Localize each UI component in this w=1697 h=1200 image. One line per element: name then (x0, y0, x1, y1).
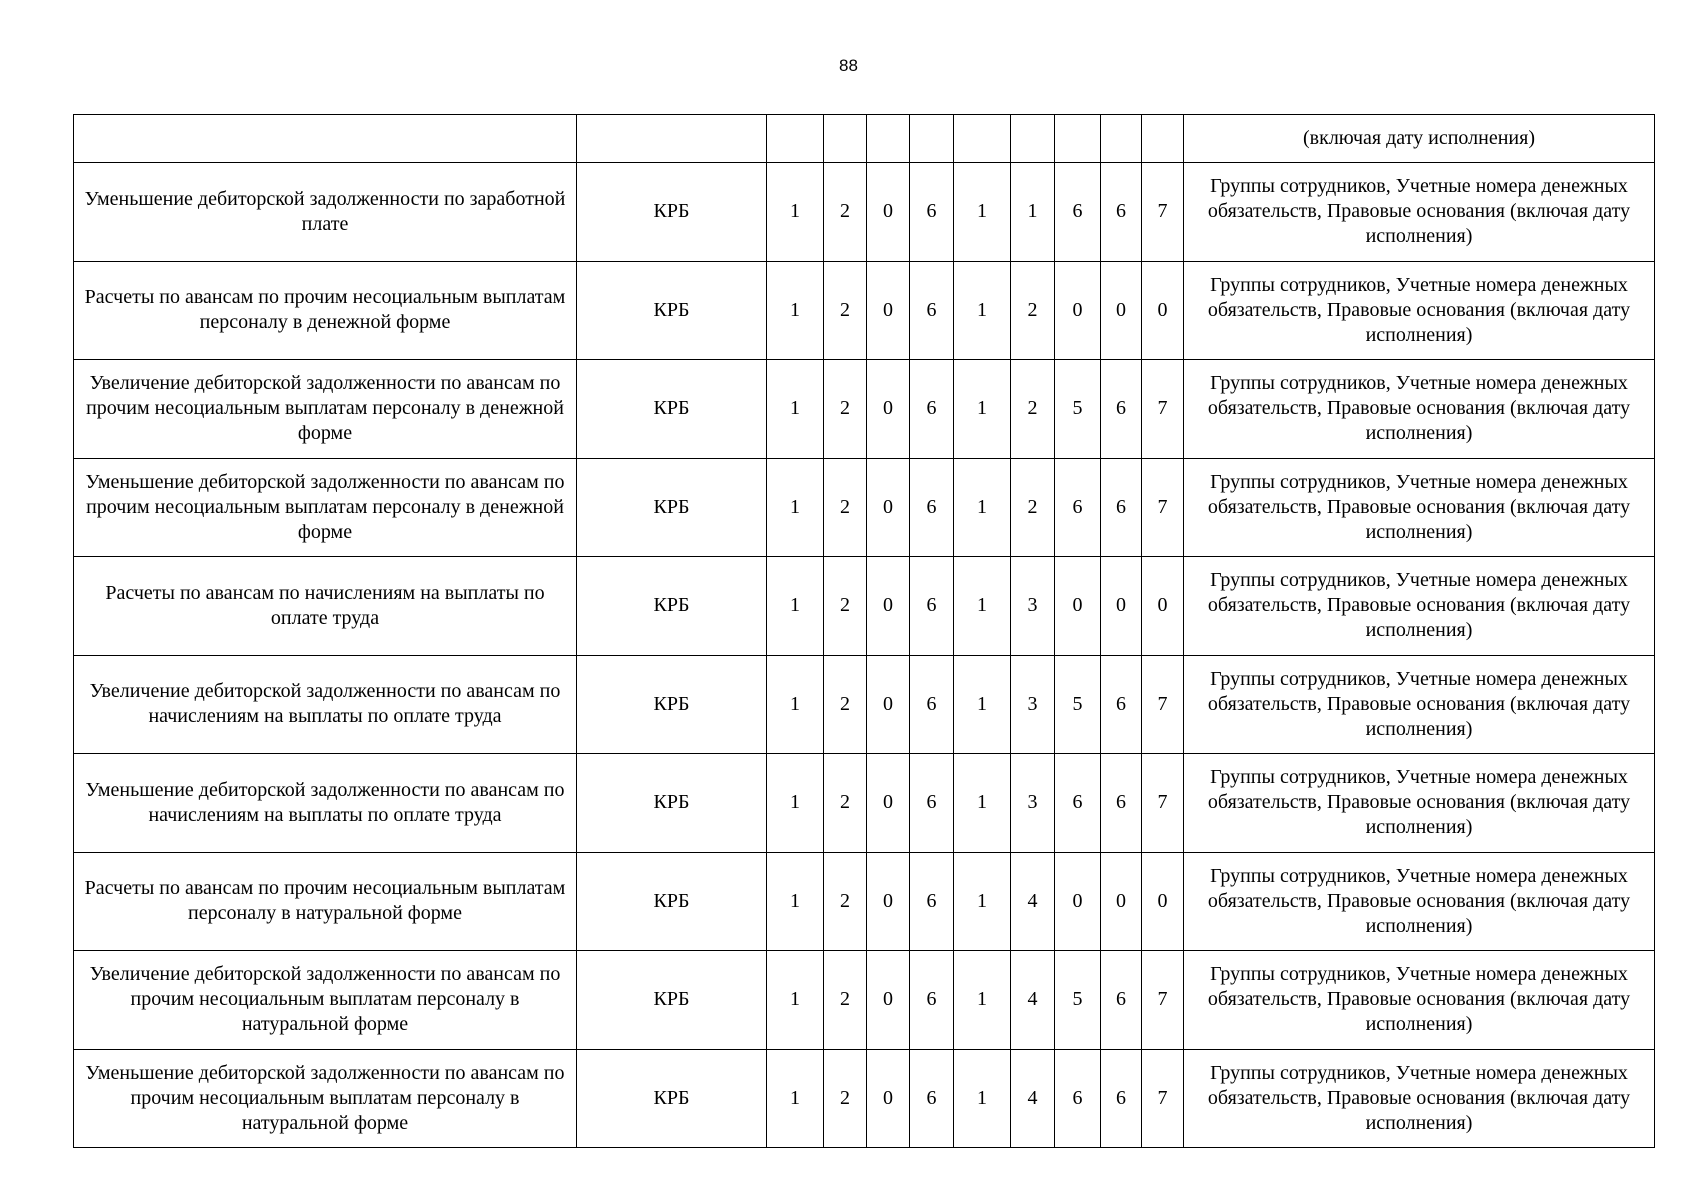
analytics-cell: Группы сотрудников, Учетные номера денежных обязательств, Правовые основания (включая дату исполнения) (1184, 951, 1655, 1050)
table-row (74, 852, 1655, 951)
digit-cell: 0 (867, 360, 910, 459)
digit-cell: 7 (1142, 1049, 1184, 1148)
digit-cell (1101, 115, 1142, 163)
digit-cell: 3 (1011, 754, 1055, 853)
digit-cell: 4 (1011, 852, 1055, 951)
analytics-cell: Группы сотрудников, Учетные номера денежных обязательств, Правовые основания (включая дату исполнения) (1184, 163, 1655, 262)
digit-cell: 6 (1101, 360, 1142, 459)
digit-cell: 2 (1011, 360, 1055, 459)
code-cell: КРБ (577, 360, 767, 459)
digit-cell: 6 (1055, 458, 1101, 557)
digit-cell: 1 (767, 1049, 824, 1148)
digit-cell: 0 (867, 557, 910, 656)
account-name-cell: Уменьшение дебиторской задолженности по авансам по начислениям на выплаты по оплате труда (74, 754, 577, 853)
table-body (74, 115, 1655, 1148)
page-number: 88 (839, 56, 858, 75)
digit-cell: 1 (954, 458, 1011, 557)
code-cell: КРБ (577, 261, 767, 360)
digit-cell: 0 (867, 655, 910, 754)
digit-cell: 6 (1055, 163, 1101, 262)
account-name-cell: Увеличение дебиторской задолженности по авансам по начислениям на выплаты по оплате труда (74, 655, 577, 754)
table-row (74, 360, 1655, 459)
digit-cell: 6 (910, 1049, 954, 1148)
digit-cell: 0 (1101, 852, 1142, 951)
analytics-cell: Группы сотрудников, Учетные номера денежных обязательств, Правовые основания (включая дату исполнения) (1184, 557, 1655, 656)
accounts-table (73, 114, 1655, 1148)
digit-cell: 1 (954, 261, 1011, 360)
table-row (74, 458, 1655, 557)
account-name-cell: Увеличение дебиторской задолженности по авансам по прочим несоциальным выплатам персоналу в денежной форме (74, 360, 577, 459)
digit-cell: 0 (1055, 852, 1101, 951)
digit-cell: 2 (824, 754, 867, 853)
digit-cell (954, 115, 1011, 163)
digit-cell: 2 (824, 1049, 867, 1148)
digit-cell: 0 (867, 163, 910, 262)
digit-cell: 0 (867, 261, 910, 360)
code-cell: КРБ (577, 1049, 767, 1148)
digit-cell (867, 115, 910, 163)
digit-cell: 1 (954, 754, 1011, 853)
analytics-cell: Группы сотрудников, Учетные номера денежных обязательств, Правовые основания (включая дату исполнения) (1184, 754, 1655, 853)
digit-cell: 6 (910, 852, 954, 951)
digit-cell: 1 (1011, 163, 1055, 262)
digit-cell: 4 (1011, 951, 1055, 1050)
digit-cell: 3 (1011, 655, 1055, 754)
digit-cell: 5 (1055, 360, 1101, 459)
digit-cell: 5 (1055, 951, 1101, 1050)
digit-cell: 2 (1011, 261, 1055, 360)
code-cell: КРБ (577, 852, 767, 951)
digit-cell: 2 (824, 360, 867, 459)
code-cell: КРБ (577, 754, 767, 853)
analytics-cell: Группы сотрудников, Учетные номера денежных обязательств, Правовые основания (включая дату исполнения) (1184, 458, 1655, 557)
account-name-cell: Расчеты по авансам по прочим несоциальным выплатам персоналу в натуральной форме (74, 852, 577, 951)
digit-cell: 6 (910, 163, 954, 262)
table-row (74, 951, 1655, 1050)
digit-cell: 6 (910, 557, 954, 656)
analytics-cell: Группы сотрудников, Учетные номера денежных обязательств, Правовые основания (включая дату исполнения) (1184, 1049, 1655, 1148)
digit-cell: 0 (1055, 261, 1101, 360)
digit-cell: 6 (910, 261, 954, 360)
digit-cell: 6 (1101, 458, 1142, 557)
digit-cell: 0 (867, 458, 910, 557)
table-row (74, 261, 1655, 360)
digit-cell: 6 (1101, 1049, 1142, 1148)
account-name-cell: Расчеты по авансам по прочим несоциальным выплатам персоналу в денежной форме (74, 261, 577, 360)
digit-cell: 0 (1142, 557, 1184, 656)
digit-cell: 5 (1055, 655, 1101, 754)
digit-cell: 1 (767, 951, 824, 1050)
account-name-cell (74, 115, 577, 163)
digit-cell: 7 (1142, 754, 1184, 853)
digit-cell (1011, 115, 1055, 163)
digit-cell: 7 (1142, 458, 1184, 557)
digit-cell: 0 (1055, 557, 1101, 656)
analytics-cell: Группы сотрудников, Учетные номера денежных обязательств, Правовые основания (включая дату исполнения) (1184, 852, 1655, 951)
digit-cell: 6 (910, 360, 954, 459)
digit-cell: 1 (767, 655, 824, 754)
digit-cell (824, 115, 867, 163)
digit-cell: 6 (1055, 1049, 1101, 1148)
digit-cell: 2 (824, 951, 867, 1050)
analytics-cell: Группы сотрудников, Учетные номера денежных обязательств, Правовые основания (включая дату исполнения) (1184, 360, 1655, 459)
account-name-cell: Уменьшение дебиторской задолженности по заработной плате (74, 163, 577, 262)
digit-cell: 6 (910, 458, 954, 557)
digit-cell: 1 (954, 852, 1011, 951)
code-cell: КРБ (577, 655, 767, 754)
digit-cell: 1 (767, 852, 824, 951)
table-row (74, 163, 1655, 262)
digit-cell: 0 (867, 1049, 910, 1148)
code-cell: КРБ (577, 951, 767, 1050)
table-row (74, 557, 1655, 656)
code-cell: КРБ (577, 557, 767, 656)
code-cell (577, 115, 767, 163)
code-cell: КРБ (577, 458, 767, 557)
digit-cell: 1 (954, 655, 1011, 754)
digit-cell: 1 (954, 557, 1011, 656)
digit-cell (1055, 115, 1101, 163)
digit-cell: 1 (767, 557, 824, 656)
digit-cell: 6 (910, 951, 954, 1050)
account-name-cell: Увеличение дебиторской задолженности по авансам по прочим несоциальным выплатам персоналу в натуральной форме (74, 951, 577, 1050)
table-row-continuation (74, 115, 1655, 163)
digit-cell: 7 (1142, 655, 1184, 754)
digit-cell (767, 115, 824, 163)
digit-cell: 6 (1055, 754, 1101, 853)
analytics-cell: Группы сотрудников, Учетные номера денежных обязательств, Правовые основания (включая дату исполнения) (1184, 655, 1655, 754)
digit-cell: 2 (824, 852, 867, 951)
digit-cell: 2 (1011, 458, 1055, 557)
digit-cell: 4 (1011, 1049, 1055, 1148)
digit-cell: 1 (767, 458, 824, 557)
digit-cell (910, 115, 954, 163)
digit-cell (1142, 115, 1184, 163)
digit-cell: 1 (954, 1049, 1011, 1148)
digit-cell: 6 (1101, 163, 1142, 262)
digit-cell: 7 (1142, 951, 1184, 1050)
digit-cell: 0 (867, 754, 910, 853)
digit-cell: 0 (867, 852, 910, 951)
digit-cell: 1 (767, 261, 824, 360)
digit-cell: 2 (824, 163, 867, 262)
digit-cell: 1 (954, 951, 1011, 1050)
digit-cell: 2 (824, 655, 867, 754)
digit-cell: 3 (1011, 557, 1055, 656)
account-name-cell: Уменьшение дебиторской задолженности по авансам по прочим несоциальным выплатам персоналу в натуральной форме (74, 1049, 577, 1148)
digit-cell: 1 (767, 754, 824, 853)
digit-cell: 6 (910, 754, 954, 853)
analytics-cell: Группы сотрудников, Учетные номера денежных обязательств, Правовые основания (включая дату исполнения) (1184, 261, 1655, 360)
digit-cell: 2 (824, 458, 867, 557)
digit-cell: 6 (910, 655, 954, 754)
digit-cell: 1 (954, 163, 1011, 262)
digit-cell: 1 (767, 163, 824, 262)
code-cell: КРБ (577, 163, 767, 262)
digit-cell: 0 (1142, 261, 1184, 360)
digit-cell: 1 (954, 360, 1011, 459)
digit-cell: 6 (1101, 951, 1142, 1050)
analytics-cell: (включая дату исполнения) (1184, 115, 1655, 163)
digit-cell: 0 (1142, 852, 1184, 951)
digit-cell: 0 (1101, 261, 1142, 360)
account-name-cell: Уменьшение дебиторской задолженности по авансам по прочим несоциальным выплатам персоналу в денежной форме (74, 458, 577, 557)
table-row (74, 655, 1655, 754)
account-name-cell: Расчеты по авансам по начислениям на выплаты по оплате труда (74, 557, 577, 656)
digit-cell: 0 (1101, 557, 1142, 656)
digit-cell: 2 (824, 557, 867, 656)
digit-cell: 6 (1101, 655, 1142, 754)
digit-cell: 2 (824, 261, 867, 360)
table-row (74, 1049, 1655, 1148)
digit-cell: 7 (1142, 360, 1184, 459)
digit-cell: 6 (1101, 754, 1142, 853)
table-row (74, 754, 1655, 853)
digit-cell: 7 (1142, 163, 1184, 262)
digit-cell: 0 (867, 951, 910, 1050)
digit-cell: 1 (767, 360, 824, 459)
